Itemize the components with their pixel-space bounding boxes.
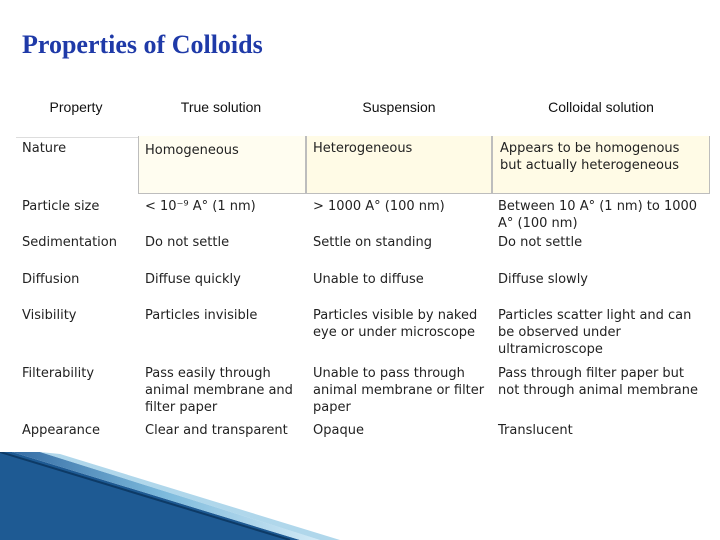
header-suspension: Suspension bbox=[362, 99, 436, 115]
row-nature-suspension: Heterogeneous bbox=[313, 141, 413, 156]
row-diffusion-property: Diffusion bbox=[22, 272, 80, 287]
header-true-solution: True solution bbox=[180, 99, 262, 115]
page-title: Properties of Colloids bbox=[22, 30, 263, 59]
row-appearance-true: Clear and transparent bbox=[145, 423, 288, 438]
row-particle-suspension: > 1000 A° (100 nm) bbox=[313, 199, 445, 214]
row-diffusion-suspension: Unable to diffuse bbox=[313, 272, 424, 287]
row-visibility-colloidal: Particles scatter light and can be observed under ultramicroscope bbox=[498, 308, 692, 357]
decorative-wave-art bbox=[0, 452, 720, 540]
row-visibility-true: Particles invisible bbox=[145, 308, 258, 323]
row-filterability-true: Pass easily through animal membrane and filter paper bbox=[145, 366, 293, 415]
row-diffusion-colloidal: Diffuse slowly bbox=[498, 272, 588, 287]
row-particle-colloidal: Between 10 A° (1 nm) to 1000 A° (100 nm) bbox=[498, 199, 698, 231]
row-nature-colloidal: Appears to be homogenous but actually heterogeneous bbox=[500, 141, 680, 173]
row-sedimentation-true: Do not settle bbox=[145, 235, 230, 250]
row-diffusion-true: Diffuse quickly bbox=[145, 272, 241, 287]
row-sedimentation-suspension: Settle on standing bbox=[313, 235, 432, 250]
header-colloidal-solution: Colloidal solution bbox=[548, 99, 654, 115]
row-sedimentation-property: Sedimentation bbox=[22, 235, 117, 250]
row-visibility-suspension: Particles visible by naked eye or under microscope bbox=[313, 308, 478, 340]
row-particle-true: < 10⁻⁹ A° (1 nm) bbox=[145, 199, 256, 214]
row-nature-true: Homogeneous bbox=[145, 143, 239, 158]
row-filterability-colloidal: Pass through filter paper but not through animal membrane bbox=[498, 366, 698, 398]
row-particle-property: Particle size bbox=[22, 199, 100, 214]
row-nature-property: Nature bbox=[22, 141, 67, 156]
header-property: Property bbox=[49, 99, 103, 115]
row-filterability-property: Filterability bbox=[22, 366, 95, 381]
row-visibility-property: Visibility bbox=[22, 308, 77, 323]
row-appearance-property: Appearance bbox=[22, 423, 101, 438]
row-appearance-suspension: Opaque bbox=[313, 423, 364, 438]
row-appearance-colloidal: Translucent bbox=[498, 423, 573, 438]
row-sedimentation-colloidal: Do not settle bbox=[498, 235, 583, 250]
row-filterability-suspension: Unable to pass through animal membrane or filter paper bbox=[313, 366, 485, 415]
